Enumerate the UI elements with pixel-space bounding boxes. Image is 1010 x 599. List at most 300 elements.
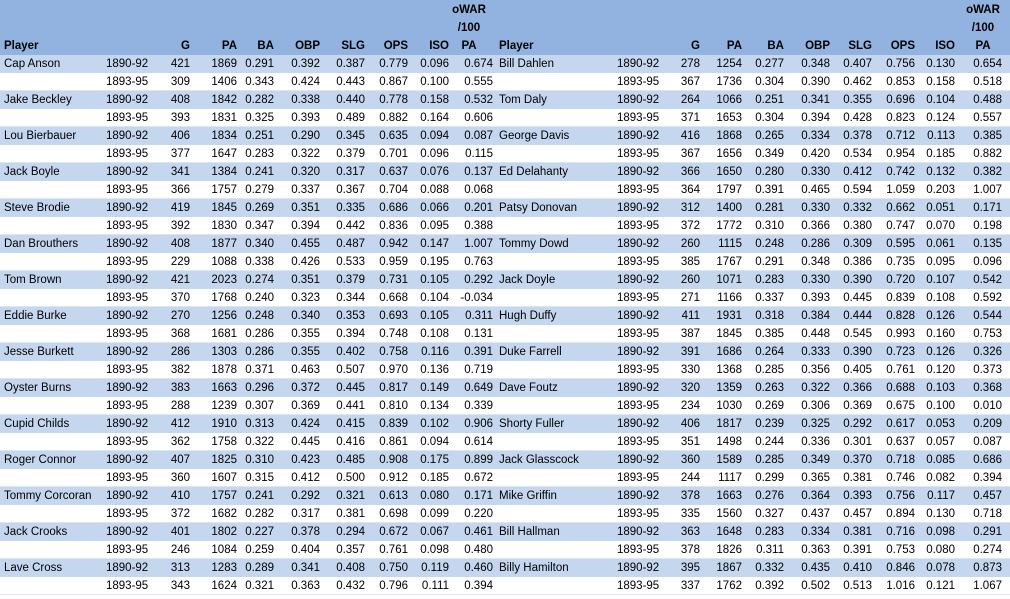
left-cell-ops[interactable]: 0.839: [379, 418, 408, 430]
left-cell-pa[interactable]: 1303: [211, 346, 237, 358]
left-cell-pa[interactable]: 1831: [211, 112, 237, 124]
right-cell-slg[interactable]: 0.355: [843, 94, 872, 106]
left-cell-period[interactable]: 1893-95: [106, 184, 149, 196]
right-cell-pa[interactable]: 1826: [716, 544, 742, 556]
left-cell-g[interactable]: 407: [170, 454, 190, 466]
right-cell-g[interactable]: 395: [680, 562, 700, 574]
left-cell-period[interactable]: 1893-95: [106, 436, 149, 448]
left-cell-pa[interactable]: 1825: [211, 454, 237, 466]
right-cell-period[interactable]: 1890-92: [617, 562, 660, 574]
right-player-name[interactable]: Ed Delahanty: [499, 166, 569, 178]
right-header-slg[interactable]: SLG: [848, 40, 872, 52]
left-cell-obp[interactable]: 0.423: [291, 454, 320, 466]
right-cell-period[interactable]: 1893-95: [617, 328, 660, 340]
right-cell-ops[interactable]: 0.853: [886, 76, 915, 88]
right-cell-g[interactable]: 337: [680, 580, 700, 592]
left-cell-slg[interactable]: 0.485: [336, 454, 365, 466]
right-player-name[interactable]: Bill Hallman: [499, 526, 560, 538]
right-cell-pa[interactable]: 1868: [716, 130, 742, 142]
left-cell-ba[interactable]: 0.286: [245, 328, 274, 340]
left-cell-ba[interactable]: 0.315: [245, 472, 274, 484]
left-cell-period[interactable]: 1893-95: [106, 580, 149, 592]
right-cell-period[interactable]: 1890-92: [617, 310, 660, 322]
right-cell-slg[interactable]: 0.444: [843, 310, 872, 322]
left-cell-owar[interactable]: 0.087: [464, 130, 493, 142]
right-player-name[interactable]: Patsy Donovan: [499, 202, 577, 214]
left-cell-ba[interactable]: 0.274: [245, 274, 274, 286]
left-player-name[interactable]: Cap Anson: [4, 58, 61, 70]
right-cell-owar[interactable]: 0.873: [973, 562, 1002, 574]
left-cell-slg[interactable]: 0.335: [336, 202, 365, 214]
left-cell-owar[interactable]: 0.649: [464, 382, 493, 394]
left-cell-ops[interactable]: 0.817: [379, 382, 408, 394]
left-cell-pa[interactable]: 1878: [211, 364, 237, 376]
right-cell-slg[interactable]: 0.332: [843, 202, 872, 214]
right-cell-iso[interactable]: 0.080: [926, 544, 955, 556]
right-cell-period[interactable]: 1890-92: [617, 58, 660, 70]
right-cell-period[interactable]: 1890-92: [617, 202, 660, 214]
right-cell-obp[interactable]: 0.390: [801, 76, 830, 88]
left-cell-iso[interactable]: 0.099: [420, 508, 449, 520]
left-cell-g[interactable]: 309: [170, 76, 190, 88]
left-cell-iso[interactable]: 0.105: [420, 274, 449, 286]
right-cell-g[interactable]: 335: [680, 508, 700, 520]
left-cell-ba[interactable]: 0.296: [245, 382, 274, 394]
right-cell-ops[interactable]: 0.828: [886, 310, 915, 322]
left-cell-period[interactable]: 1890-92: [106, 310, 149, 322]
left-cell-ops[interactable]: 0.779: [379, 58, 408, 70]
right-cell-ops[interactable]: 0.823: [886, 112, 915, 124]
right-header-iso[interactable]: ISO: [935, 40, 955, 52]
left-cell-period[interactable]: 1893-95: [106, 472, 149, 484]
right-cell-obp[interactable]: 0.363: [801, 544, 830, 556]
right-cell-ba[interactable]: 0.283: [755, 274, 784, 286]
right-cell-ba[interactable]: 0.337: [755, 292, 784, 304]
left-cell-ops[interactable]: 0.701: [379, 148, 408, 160]
left-cell-owar[interactable]: 0.532: [464, 94, 493, 106]
right-cell-slg[interactable]: 0.390: [843, 346, 872, 358]
right-cell-period[interactable]: 1890-92: [617, 490, 660, 502]
left-cell-iso[interactable]: 0.149: [420, 382, 449, 394]
right-cell-ops[interactable]: 0.753: [886, 544, 915, 556]
left-cell-g[interactable]: 341: [170, 166, 190, 178]
left-player-name[interactable]: Steve Brodie: [4, 202, 70, 214]
right-cell-slg[interactable]: 0.405: [843, 364, 872, 376]
right-cell-g[interactable]: 260: [680, 274, 700, 286]
left-cell-period[interactable]: 1890-92: [106, 526, 149, 538]
right-cell-ba[interactable]: 0.310: [755, 220, 784, 232]
right-cell-ba[interactable]: 0.327: [755, 508, 784, 520]
left-cell-obp[interactable]: 0.337: [291, 184, 320, 196]
left-cell-ops[interactable]: 0.613: [379, 490, 408, 502]
left-cell-slg[interactable]: 0.379: [336, 274, 365, 286]
right-cell-slg[interactable]: 0.366: [843, 382, 872, 394]
left-cell-owar[interactable]: 0.339: [464, 400, 493, 412]
left-cell-g[interactable]: 419: [170, 202, 190, 214]
left-cell-obp[interactable]: 0.355: [291, 346, 320, 358]
left-cell-owar[interactable]: -0.034: [460, 292, 493, 304]
right-cell-iso[interactable]: 0.053: [926, 418, 955, 430]
left-cell-ops[interactable]: 0.867: [379, 76, 408, 88]
left-cell-owar[interactable]: 0.763: [464, 256, 493, 268]
left-cell-pa[interactable]: 1406: [211, 76, 237, 88]
left-player-name[interactable]: Eddie Burke: [4, 310, 67, 322]
right-cell-ops[interactable]: 0.617: [886, 418, 915, 430]
left-cell-slg[interactable]: 0.344: [336, 292, 365, 304]
left-cell-owar[interactable]: 0.068: [464, 184, 493, 196]
right-cell-ba[interactable]: 0.277: [755, 58, 784, 70]
right-cell-slg[interactable]: 0.370: [843, 454, 872, 466]
right-cell-g[interactable]: 363: [680, 526, 700, 538]
left-cell-g[interactable]: 392: [170, 220, 190, 232]
right-cell-slg[interactable]: 0.462: [843, 76, 872, 88]
left-cell-g[interactable]: 421: [170, 274, 190, 286]
right-cell-slg[interactable]: 0.381: [843, 526, 872, 538]
right-cell-g[interactable]: 312: [680, 202, 700, 214]
left-cell-g[interactable]: 246: [170, 544, 190, 556]
left-cell-ops[interactable]: 0.836: [379, 220, 408, 232]
left-cell-obp[interactable]: 0.317: [291, 508, 320, 520]
left-cell-obp[interactable]: 0.463: [291, 364, 320, 376]
left-cell-ba[interactable]: 0.248: [245, 310, 274, 322]
right-cell-owar[interactable]: 0.010: [973, 400, 1002, 412]
left-cell-slg[interactable]: 0.440: [336, 94, 365, 106]
right-player-name[interactable]: Jack Glasscock: [499, 454, 579, 466]
left-player-name[interactable]: Dan Brouthers: [4, 238, 79, 250]
right-cell-period[interactable]: 1893-95: [617, 400, 660, 412]
right-player-name[interactable]: Tommy Dowd: [499, 238, 569, 250]
right-cell-period[interactable]: 1890-92: [617, 454, 660, 466]
right-cell-slg[interactable]: 0.369: [843, 400, 872, 412]
right-cell-ops[interactable]: 0.894: [886, 508, 915, 520]
right-cell-slg[interactable]: 0.380: [843, 220, 872, 232]
right-header-player[interactable]: Player: [499, 40, 534, 52]
left-cell-obp[interactable]: 0.322: [291, 148, 320, 160]
left-cell-pa[interactable]: 1757: [211, 490, 237, 502]
right-cell-ba[interactable]: 0.280: [755, 166, 784, 178]
left-cell-obp[interactable]: 0.372: [291, 382, 320, 394]
left-cell-pa[interactable]: 1256: [211, 310, 237, 322]
right-cell-g[interactable]: 411: [681, 310, 700, 322]
right-cell-period[interactable]: 1893-95: [617, 256, 660, 268]
left-cell-slg[interactable]: 0.442: [336, 220, 365, 232]
left-cell-g[interactable]: 421: [170, 58, 190, 70]
left-cell-owar[interactable]: 0.391: [464, 346, 493, 358]
right-cell-owar[interactable]: 0.394: [973, 472, 1002, 484]
right-header-ops[interactable]: OPS: [890, 40, 915, 52]
right-cell-ops[interactable]: 0.747: [886, 220, 915, 232]
right-cell-ops[interactable]: 0.688: [886, 382, 915, 394]
left-cell-pa[interactable]: 1088: [211, 256, 237, 268]
right-cell-ops[interactable]: 0.712: [886, 130, 915, 142]
right-cell-slg[interactable]: 0.381: [843, 472, 872, 484]
left-cell-obp[interactable]: 0.455: [291, 238, 320, 250]
left-player-name[interactable]: Jesse Burkett: [4, 346, 74, 358]
right-cell-period[interactable]: 1890-92: [617, 526, 660, 538]
right-cell-slg[interactable]: 0.513: [843, 580, 872, 592]
left-cell-ba[interactable]: 0.289: [245, 562, 274, 574]
left-cell-period[interactable]: 1890-92: [106, 454, 149, 466]
right-cell-period[interactable]: 1893-95: [617, 436, 660, 448]
left-cell-period[interactable]: 1893-95: [106, 76, 149, 88]
left-cell-owar[interactable]: 0.672: [464, 472, 493, 484]
right-cell-ops[interactable]: 0.675: [886, 400, 915, 412]
right-cell-iso[interactable]: 0.098: [926, 526, 955, 538]
right-cell-owar[interactable]: 0.198: [973, 220, 1002, 232]
left-cell-ba[interactable]: 0.338: [245, 256, 274, 268]
left-cell-pa[interactable]: 1834: [211, 130, 237, 142]
left-cell-owar[interactable]: 0.220: [464, 508, 493, 520]
right-cell-period[interactable]: 1893-95: [617, 148, 660, 160]
left-cell-iso[interactable]: 0.147: [420, 238, 449, 250]
left-cell-owar[interactable]: 0.460: [464, 562, 493, 574]
right-player-name[interactable]: Jack Doyle: [499, 274, 556, 286]
right-cell-iso[interactable]: 0.057: [926, 436, 955, 448]
right-cell-slg[interactable]: 0.301: [843, 436, 872, 448]
left-cell-obp[interactable]: 0.394: [291, 220, 320, 232]
left-cell-ba[interactable]: 0.310: [245, 454, 274, 466]
left-cell-ops[interactable]: 0.761: [379, 544, 408, 556]
right-cell-owar[interactable]: 0.457: [973, 490, 1002, 502]
left-cell-iso[interactable]: 0.185: [420, 472, 449, 484]
left-header-g[interactable]: G: [181, 40, 190, 52]
left-cell-period[interactable]: 1893-95: [106, 508, 149, 520]
left-cell-owar[interactable]: 0.394: [464, 580, 493, 592]
left-cell-ba[interactable]: 0.259: [245, 544, 274, 556]
left-cell-ba[interactable]: 0.241: [245, 166, 274, 178]
right-player-name[interactable]: Mike Griffin: [499, 490, 557, 502]
left-cell-g[interactable]: 401: [170, 526, 190, 538]
left-cell-period[interactable]: 1893-95: [106, 148, 149, 160]
left-cell-obp[interactable]: 0.340: [291, 310, 320, 322]
left-cell-slg[interactable]: 0.357: [336, 544, 365, 556]
left-cell-obp[interactable]: 0.323: [291, 292, 320, 304]
left-player-name[interactable]: Cupid Childs: [4, 418, 70, 430]
left-cell-iso[interactable]: 0.104: [420, 292, 449, 304]
left-cell-ops[interactable]: 0.778: [379, 94, 408, 106]
left-cell-ba[interactable]: 0.371: [245, 364, 274, 376]
right-header-ba[interactable]: BA: [767, 40, 784, 52]
left-cell-iso[interactable]: 0.119: [421, 562, 449, 574]
left-cell-slg[interactable]: 0.500: [336, 472, 365, 484]
right-cell-slg[interactable]: 0.457: [843, 508, 872, 520]
left-cell-owar[interactable]: 0.614: [464, 436, 493, 448]
right-cell-ba[interactable]: 0.285: [755, 454, 784, 466]
right-cell-iso[interactable]: 0.100: [926, 400, 955, 412]
right-cell-ba[interactable]: 0.332: [755, 562, 784, 574]
left-cell-ba[interactable]: 0.291: [245, 58, 274, 70]
right-cell-ba[interactable]: 0.385: [755, 328, 784, 340]
left-cell-period[interactable]: 1893-95: [106, 544, 149, 556]
left-cell-obp[interactable]: 0.290: [291, 130, 320, 142]
right-cell-ops[interactable]: 0.716: [886, 526, 915, 538]
left-player-name[interactable]: Lou Bierbauer: [4, 130, 77, 142]
right-cell-obp[interactable]: 0.356: [801, 364, 830, 376]
right-cell-period[interactable]: 1893-95: [617, 580, 660, 592]
right-cell-pa[interactable]: 1560: [716, 508, 742, 520]
right-cell-pa[interactable]: 1817: [716, 418, 742, 430]
right-cell-owar[interactable]: 0.753: [973, 328, 1002, 340]
right-cell-g[interactable]: 360: [680, 454, 700, 466]
left-cell-iso[interactable]: 0.102: [420, 418, 449, 430]
left-cell-iso[interactable]: 0.108: [420, 328, 449, 340]
right-cell-owar[interactable]: 0.488: [973, 94, 1002, 106]
right-cell-obp[interactable]: 0.333: [801, 346, 830, 358]
left-cell-obp[interactable]: 0.424: [291, 418, 320, 430]
right-cell-pa[interactable]: 1686: [716, 346, 742, 358]
right-cell-period[interactable]: 1893-95: [617, 292, 660, 304]
right-cell-pa[interactable]: 1931: [716, 310, 742, 322]
right-cell-g[interactable]: 364: [680, 184, 700, 196]
right-cell-pa[interactable]: 1166: [717, 292, 742, 304]
right-cell-ops[interactable]: 0.696: [886, 94, 915, 106]
left-cell-slg[interactable]: 0.445: [336, 382, 365, 394]
left-cell-iso[interactable]: 0.175: [420, 454, 449, 466]
left-cell-period[interactable]: 1890-92: [106, 94, 149, 106]
right-cell-obp[interactable]: 0.393: [801, 292, 830, 304]
right-cell-owar[interactable]: 0.087: [973, 436, 1002, 448]
right-cell-obp[interactable]: 0.502: [801, 580, 830, 592]
left-cell-g[interactable]: 366: [170, 184, 190, 196]
right-cell-g[interactable]: 371: [680, 112, 700, 124]
left-cell-g[interactable]: 383: [170, 382, 190, 394]
right-cell-iso[interactable]: 0.185: [926, 148, 955, 160]
left-cell-obp[interactable]: 0.369: [291, 400, 320, 412]
left-cell-period[interactable]: 1890-92: [106, 562, 149, 574]
left-cell-iso[interactable]: 0.111: [421, 580, 449, 592]
right-cell-period[interactable]: 1893-95: [617, 112, 660, 124]
left-cell-obp[interactable]: 0.424: [291, 76, 320, 88]
left-cell-ba[interactable]: 0.322: [245, 436, 274, 448]
right-cell-iso[interactable]: 0.107: [926, 274, 955, 286]
left-cell-pa[interactable]: 1877: [211, 238, 237, 250]
right-cell-slg[interactable]: 0.292: [843, 418, 872, 430]
left-cell-period[interactable]: 1890-92: [106, 346, 149, 358]
left-cell-slg[interactable]: 0.487: [336, 238, 365, 250]
left-player-name[interactable]: Roger Connor: [4, 454, 77, 466]
right-player-name[interactable]: Billy Hamilton: [499, 562, 569, 574]
right-cell-owar[interactable]: 0.882: [973, 148, 1002, 160]
right-cell-slg[interactable]: 0.386: [843, 256, 872, 268]
left-cell-pa[interactable]: 1384: [211, 166, 237, 178]
right-cell-pa[interactable]: 1653: [716, 112, 742, 124]
left-player-name[interactable]: Lave Cross: [4, 562, 63, 574]
left-cell-obp[interactable]: 0.392: [291, 58, 320, 70]
right-cell-iso[interactable]: 0.070: [926, 220, 955, 232]
left-cell-ba[interactable]: 0.282: [245, 94, 274, 106]
left-cell-pa[interactable]: 1869: [211, 58, 237, 70]
right-cell-ops[interactable]: 1.059: [886, 184, 915, 196]
left-cell-pa[interactable]: 1758: [211, 436, 237, 448]
right-cell-ba[interactable]: 0.349: [755, 148, 784, 160]
right-cell-g[interactable]: 416: [680, 130, 700, 142]
right-cell-pa[interactable]: 1368: [716, 364, 742, 376]
right-cell-obp[interactable]: 0.322: [801, 382, 830, 394]
right-cell-period[interactable]: 1893-95: [617, 508, 660, 520]
right-cell-obp[interactable]: 0.394: [801, 112, 830, 124]
right-cell-slg[interactable]: 0.407: [843, 58, 872, 70]
left-player-name[interactable]: Jack Boyle: [4, 166, 60, 178]
right-cell-iso[interactable]: 0.051: [926, 202, 955, 214]
left-cell-iso[interactable]: 0.158: [420, 94, 449, 106]
right-cell-period[interactable]: 1890-92: [617, 346, 660, 358]
left-cell-obp[interactable]: 0.445: [291, 436, 320, 448]
right-cell-slg[interactable]: 0.378: [843, 130, 872, 142]
right-cell-iso[interactable]: 0.113: [927, 130, 955, 142]
left-cell-iso[interactable]: 0.100: [420, 76, 449, 88]
right-cell-owar[interactable]: 0.291: [973, 526, 1002, 538]
left-cell-g[interactable]: 313: [170, 562, 190, 574]
right-cell-g[interactable]: 372: [680, 220, 700, 232]
left-cell-iso[interactable]: 0.195: [420, 256, 449, 268]
right-cell-iso[interactable]: 0.132: [926, 166, 955, 178]
left-cell-ba[interactable]: 0.321: [245, 580, 274, 592]
left-cell-owar[interactable]: 0.606: [464, 112, 493, 124]
left-cell-ops[interactable]: 0.635: [379, 130, 408, 142]
right-cell-g[interactable]: 264: [680, 94, 700, 106]
right-cell-ba[interactable]: 0.276: [755, 490, 784, 502]
right-cell-slg[interactable]: 0.390: [843, 274, 872, 286]
left-cell-ba[interactable]: 0.269: [245, 202, 274, 214]
left-cell-ops[interactable]: 0.693: [379, 310, 408, 322]
right-cell-owar[interactable]: 0.326: [973, 346, 1002, 358]
left-cell-obp[interactable]: 0.378: [291, 526, 320, 538]
right-cell-pa[interactable]: 1650: [716, 166, 742, 178]
left-cell-owar[interactable]: 0.292: [464, 274, 493, 286]
left-cell-ops[interactable]: 0.861: [379, 436, 408, 448]
left-cell-obp[interactable]: 0.426: [291, 256, 320, 268]
right-cell-ops[interactable]: 0.742: [886, 166, 915, 178]
right-cell-iso[interactable]: 0.120: [926, 364, 955, 376]
left-cell-iso[interactable]: 0.096: [420, 58, 449, 70]
right-cell-obp[interactable]: 0.334: [801, 526, 830, 538]
right-cell-g[interactable]: 406: [680, 418, 700, 430]
left-cell-ops[interactable]: 0.908: [379, 454, 408, 466]
left-cell-g[interactable]: 370: [170, 292, 190, 304]
left-cell-iso[interactable]: 0.067: [420, 526, 449, 538]
right-cell-period[interactable]: 1890-92: [617, 238, 660, 250]
right-cell-obp[interactable]: 0.286: [801, 238, 830, 250]
left-cell-pa[interactable]: 1757: [211, 184, 237, 196]
left-cell-obp[interactable]: 0.292: [291, 490, 320, 502]
right-cell-ba[interactable]: 0.392: [755, 580, 784, 592]
right-cell-ba[interactable]: 0.251: [755, 94, 784, 106]
right-cell-slg[interactable]: 0.594: [843, 184, 872, 196]
left-cell-g[interactable]: 408: [170, 238, 190, 250]
left-cell-iso[interactable]: 0.105: [420, 310, 449, 322]
right-cell-iso[interactable]: 0.160: [926, 328, 955, 340]
right-cell-pa[interactable]: 1115: [718, 238, 742, 250]
left-cell-owar[interactable]: 0.388: [464, 220, 493, 232]
left-cell-g[interactable]: 372: [170, 508, 190, 520]
right-cell-iso[interactable]: 0.103: [926, 382, 955, 394]
left-cell-period[interactable]: 1893-95: [106, 364, 149, 376]
right-cell-ops[interactable]: 0.720: [886, 274, 915, 286]
left-cell-owar[interactable]: 1.007: [464, 238, 493, 250]
left-header-iso[interactable]: ISO: [429, 40, 449, 52]
right-cell-ba[interactable]: 0.248: [755, 238, 784, 250]
right-cell-ba[interactable]: 0.299: [755, 472, 784, 484]
left-cell-ops[interactable]: 0.750: [379, 562, 408, 574]
left-cell-pa[interactable]: 1681: [211, 328, 237, 340]
left-player-name[interactable]: Oyster Burns: [4, 382, 72, 394]
left-cell-owar[interactable]: 0.906: [464, 418, 493, 430]
left-cell-g[interactable]: 408: [170, 94, 190, 106]
right-cell-g[interactable]: 351: [680, 436, 700, 448]
left-cell-pa[interactable]: 1682: [211, 508, 237, 520]
right-cell-ba[interactable]: 0.269: [755, 400, 784, 412]
right-cell-owar[interactable]: 0.686: [973, 454, 1002, 466]
